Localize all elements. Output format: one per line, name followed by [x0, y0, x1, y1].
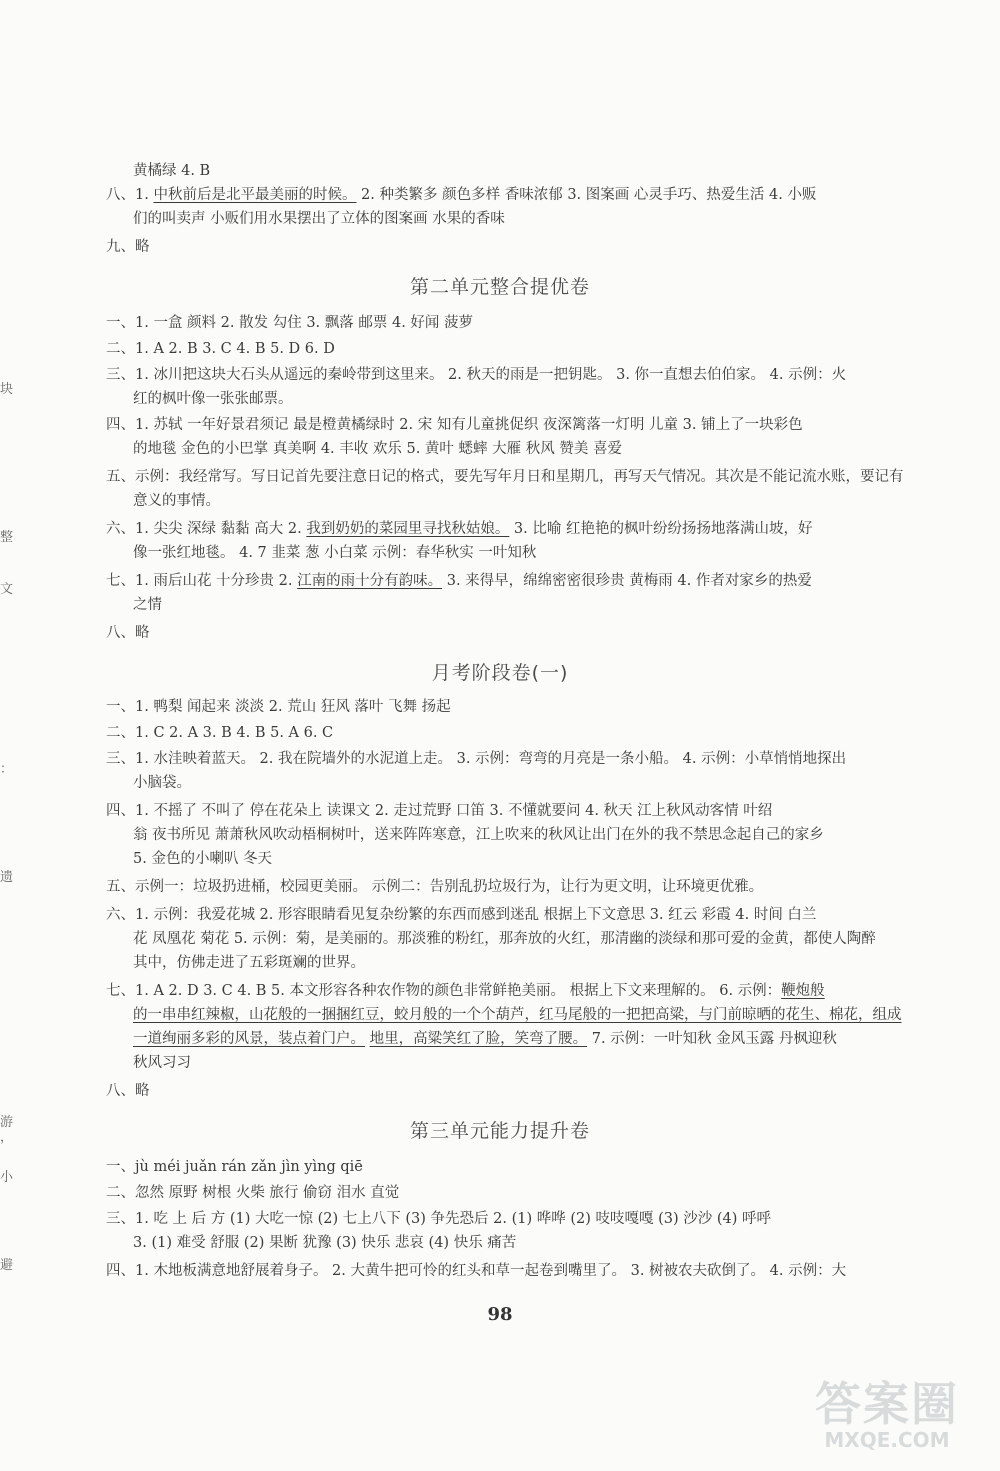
answer-line: 一、1. 一盒 颜料 2. 散发 勾住 3. 飘落 邮票 4. 好闻 菠萝	[106, 315, 474, 331]
answer-line: 意义的事情。	[133, 493, 220, 509]
answer-line: 四、1. 苏轼 一年好景君须记 最是橙黄橘绿时 2. 宋 知有儿童挑促织 夜深篱落一灯明 儿童 3. 铺上了一块彩色	[106, 417, 803, 433]
answer-line: 三、1. 吃 上 后 方 (1) 大吃一惊 (2) 七上八下 (3) 争先恐后 2. (1) 哗哗 (2) 吱吱嘎嘎 (3) 沙沙 (4) 呼呼	[106, 1211, 772, 1227]
underlined-answer: 中秋前后是北平最美丽的时候。	[153, 187, 357, 203]
gutter-char: 小	[0, 1170, 14, 1185]
underlined-answer: 江南的雨十分有韵味。	[297, 573, 443, 589]
gutter-char: 避	[0, 1258, 14, 1273]
gutter-char: 块	[0, 382, 14, 397]
underlined-answer: 我到奶奶的菜园里寻找秋姑娘。	[306, 521, 510, 537]
answer-line: 六、1. 尖尖 深绿 黏黏 高大 2. 我到奶奶的菜园里寻找秋姑娘。 3. 比喻 红艳艳的枫叶纷纷扬扬地落满山坡，好	[106, 521, 813, 537]
answer-line: 八、1. 中秋前后是北平最美丽的时候。 2. 种类繁多 颜色多样 香味浓郁 3. 图案画 心灵手巧、热爱生活 4. 小贩	[106, 187, 817, 203]
section-title: 月考阶段卷(一)	[431, 662, 569, 684]
underlined-answer: 鞭炮般	[781, 983, 825, 999]
watermark-url: MXQE.COM	[824, 1428, 950, 1452]
answer-line: 四、1. 不摇了 不叫了 停在花朵上 读课文 2. 走过荒野 口笛 3. 不懂就要问 4. 秋天 江上秋风动客情 叶绍	[106, 803, 773, 819]
gutter-char: 遗	[0, 870, 14, 885]
gutter-char: 游	[0, 1115, 14, 1130]
answer-line: 之情	[133, 597, 162, 613]
answer-line: 二、1. A 2. B 3. C 4. B 5. D 6. D	[106, 341, 335, 357]
answer-line: 小脑袋。	[133, 775, 191, 791]
answer-line: 秋风习习	[133, 1055, 191, 1071]
answer-line: 七、1. A 2. D 3. C 4. B 5. 本文形容各种农作物的颜色非常鲜艳美丽。 根据上下文来理解的。 6. 示例：鞭炮般	[106, 983, 825, 999]
answer-line: 四、1. 木地板满意地舒展着身子。 2. 大黄牛把可怜的红头和草一起卷到嘴里了。 3. 树被农夫砍倒了。 4. 示例：大	[106, 1263, 847, 1279]
gutter-char: 文	[0, 582, 14, 597]
gutter-char: ，	[0, 1130, 14, 1145]
answer-line: 六、1. 示例：我爱花城 2. 形容眼睛看见复杂纷繁的东西而感到迷乱 根据上下文意思 3. 红云 彩霞 4. 时间 白兰	[106, 907, 817, 923]
underlined-answer: 的一串串红辣椒，山花般的一捆捆红豆，蛟月般的一个个葫芦，红马尾般的一把把高粱，与门前晾晒的花生、棉花，组成	[133, 1007, 902, 1023]
answer-line: 其中，仿佛走进了五彩斑斓的世界。	[133, 955, 365, 971]
answer-line: 三、1. 冰川把这块大石头从遥远的秦岭带到这里来。 2. 秋天的雨是一把钥匙。 3. 你一直想去伯伯家。 4. 示例：火	[106, 367, 847, 383]
answer-line: 八、略	[106, 625, 150, 641]
answer-line: 八、略	[106, 1083, 150, 1099]
gutter-char: ：	[0, 762, 14, 777]
answer-line: 红的枫叶像一张张邮票。	[133, 391, 293, 407]
answer-line: 一道绚丽多彩的风景，装点着门户。 地里，高粱笑红了脸，笑弯了腰。 7. 示例：一叶知秋 金风玉露 丹枫迎秋	[133, 1031, 837, 1047]
answer-line: 们的叫卖声 小贩们用水果摆出了立体的图案画 水果的香味	[133, 211, 505, 227]
section-title: 第三单元能力提升卷	[409, 1120, 590, 1142]
answer-line: 九、略	[106, 239, 150, 255]
underlined-answer: 一道绚丽多彩的风景，装点着门户。	[133, 1031, 365, 1047]
watermark-text: 答案圈	[815, 1377, 959, 1431]
answer-line: 二、1. C 2. A 3. B 4. B 5. A 6. C	[106, 725, 334, 741]
answer-line: 黄橘绿 4. B	[133, 163, 211, 179]
answer-line: 3. (1) 难受 舒服 (2) 果断 犹豫 (3) 快乐 悲哀 (4) 快乐 痛苦	[133, 1235, 517, 1251]
answer-line: 五、示例：我经常写。写日记首先要注意日记的格式，要先写年月日和星期几，再写天气情况。其次是不能记流水账，要记有	[106, 469, 904, 485]
answer-line: 花 凤凰花 菊花 5. 示例：菊，是美丽的。那淡雅的粉红，那奔放的火红，那清幽的淡绿和那可爱的金黄，都使人陶醉	[133, 931, 876, 947]
section-title: 第二单元整合提优卷	[409, 276, 590, 298]
answer-line: 二、忽然 原野 树根 火柴 旅行 偷窃 泪水 直觉	[106, 1185, 400, 1201]
answer-line: 七、1. 雨后山花 十分珍贵 2. 江南的雨十分有韵味。 3. 来得早，绵绵密密很珍贵 黄梅雨 4. 作者对家乡的热爱	[106, 573, 812, 589]
page-number: 98	[487, 1304, 513, 1325]
answer-line: 的地毯 金色的小巴掌 真美啊 4. 丰收 欢乐 5. 黄叶 蟋蟀 大雁 秋风 赞美 喜爱	[133, 441, 622, 457]
answer-line: 三、1. 水洼映着蓝天。 2. 我在院墙外的水泥道上走。 3. 示例：弯弯的月亮是一条小船。 4. 示例：小草悄悄地探出	[106, 751, 847, 767]
answer-line: 一、1. 鸭梨 闻起来 淡淡 2. 荒山 狂风 落叶 飞舞 扬起	[106, 699, 451, 715]
watermark-logo	[792, 1368, 982, 1460]
underlined-answer: 地里，高粱笑红了脸，笑弯了腰。	[369, 1031, 588, 1047]
answer-line: 五、示例一：垃圾扔进桶，校园更美丽。 示例二：告别乱扔垃圾行为，让行为更文明，让环境更优雅。	[106, 879, 764, 895]
answer-line: 像一张红地毯。 4. 7 韭菜 葱 小白菜 示例：春华秋实 一叶知秋	[133, 545, 537, 561]
answer-line: 翁 夜书所见 萧萧秋风吹动梧桐树叶，送来阵阵寒意，江上吹来的秋风让出门在外的我不禁思念起自己的家乡	[133, 827, 824, 843]
answer-line: 5. 金色的小喇叭 冬天	[133, 851, 273, 867]
gutter-char: 整	[0, 530, 14, 545]
answer-line: 一、jù méi juǎn rán zǎn jìn yìng qiē	[106, 1159, 363, 1175]
